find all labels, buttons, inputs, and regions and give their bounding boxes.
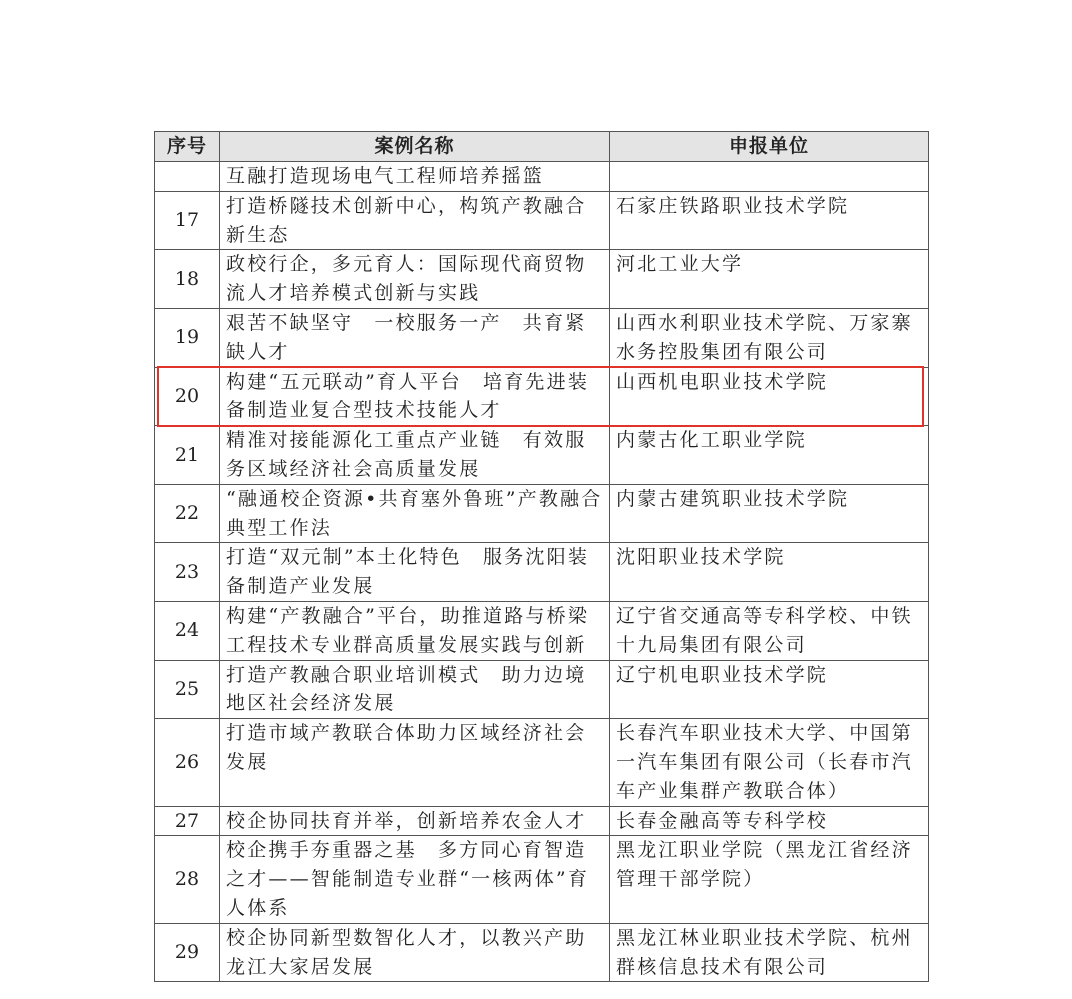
- table-row: [155, 719, 929, 806]
- header-case-name: 案例名称: [220, 132, 610, 162]
- table-header-row: [155, 132, 929, 162]
- case-name: 构建“产教融合”平台，助推道路与桥梁工程技术专业群高质量发展实践与创新: [220, 601, 610, 660]
- declaring-unit: 山西水利职业技术学院、万家寨水务控股集团有限公司: [610, 308, 929, 367]
- row-number: 27: [155, 806, 220, 836]
- table-row: [155, 308, 929, 367]
- row-number: [155, 162, 220, 192]
- case-name: “融通校企资源•共育塞外鲁班”产教融合典型工作法: [220, 484, 610, 543]
- row-number: 17: [155, 191, 220, 250]
- declaring-unit: [610, 162, 929, 192]
- declaring-unit: 山西机电职业技术学院: [610, 367, 929, 426]
- table-row: [155, 660, 929, 719]
- case-name: 构建“五元联动”育人平台 培育先进装备制造业复合型技术技能人才: [220, 367, 610, 426]
- declaring-unit: 长春汽车职业技术大学、中国第一汽车集团有限公司（长春市汽车产业集群产教联合体）: [610, 719, 929, 806]
- table-row: [155, 806, 929, 836]
- table-row: [155, 191, 929, 250]
- row-number: 18: [155, 250, 220, 309]
- case-name: 精准对接能源化工重点产业链 有效服务区域经济社会高质量发展: [220, 426, 610, 485]
- table-row: [155, 923, 929, 982]
- table-row: [155, 484, 929, 543]
- header-unit: 申报单位: [610, 132, 929, 162]
- table-row: [155, 367, 929, 426]
- declaring-unit: 沈阳职业技术学院: [610, 543, 929, 602]
- declaring-unit: 内蒙古建筑职业技术学院: [610, 484, 929, 543]
- table-row: [155, 543, 929, 602]
- declaring-unit: 辽宁省交通高等专科学校、中铁十九局集团有限公司: [610, 601, 929, 660]
- table-body: [155, 162, 929, 982]
- case-name: 打造桥隧技术创新中心，构筑产教融合新生态: [220, 191, 610, 250]
- declaring-unit: 辽宁机电职业技术学院: [610, 660, 929, 719]
- table-row: [155, 250, 929, 309]
- case-table: [154, 131, 929, 982]
- row-number: 25: [155, 660, 220, 719]
- header-no: 序号: [155, 132, 220, 162]
- declaring-unit: 黑龙江林业职业技术学院、杭州群核信息技术有限公司: [610, 923, 929, 982]
- declaring-unit: 石家庄铁路职业技术学院: [610, 191, 929, 250]
- row-number: 21: [155, 426, 220, 485]
- row-number: 24: [155, 601, 220, 660]
- row-number: 29: [155, 923, 220, 982]
- case-name: 打造市域产教联合体助力区域经济社会发展: [220, 719, 610, 806]
- case-name: 打造产教融合职业培训模式 助力边境地区社会经济发展: [220, 660, 610, 719]
- declaring-unit: 长春金融高等专科学校: [610, 806, 929, 836]
- declaring-unit: 内蒙古化工职业学院: [610, 426, 929, 485]
- case-name: 校企协同新型数智化人才，以教兴产助龙江大家居发展: [220, 923, 610, 982]
- case-name: 互融打造现场电气工程师培养摇篮: [220, 162, 610, 192]
- row-number: 23: [155, 543, 220, 602]
- table-row: [155, 162, 929, 192]
- case-name: 艰苦不缺坚守 一校服务一产 共育紧缺人才: [220, 308, 610, 367]
- case-name: 打造“双元制”本土化特色 服务沈阳装备制造产业发展: [220, 543, 610, 602]
- case-name: 政校行企，多元育人：国际现代商贸物流人才培养模式创新与实践: [220, 250, 610, 309]
- row-number: 20: [155, 367, 220, 426]
- declaring-unit: 黑龙江职业学院（黑龙江省经济管理干部学院）: [610, 836, 929, 923]
- row-number: 28: [155, 836, 220, 923]
- declaring-unit: 河北工业大学: [610, 250, 929, 309]
- table-row: [155, 601, 929, 660]
- row-number: 19: [155, 308, 220, 367]
- table-row: [155, 426, 929, 485]
- row-number: 22: [155, 484, 220, 543]
- table-row: [155, 836, 929, 923]
- row-number: 26: [155, 719, 220, 806]
- case-name: 校企协同扶育并举，创新培养农金人才: [220, 806, 610, 836]
- case-name: 校企携手夯重器之基 多方同心育智造之才——智能制造专业群“一核两体”育人体系: [220, 836, 610, 923]
